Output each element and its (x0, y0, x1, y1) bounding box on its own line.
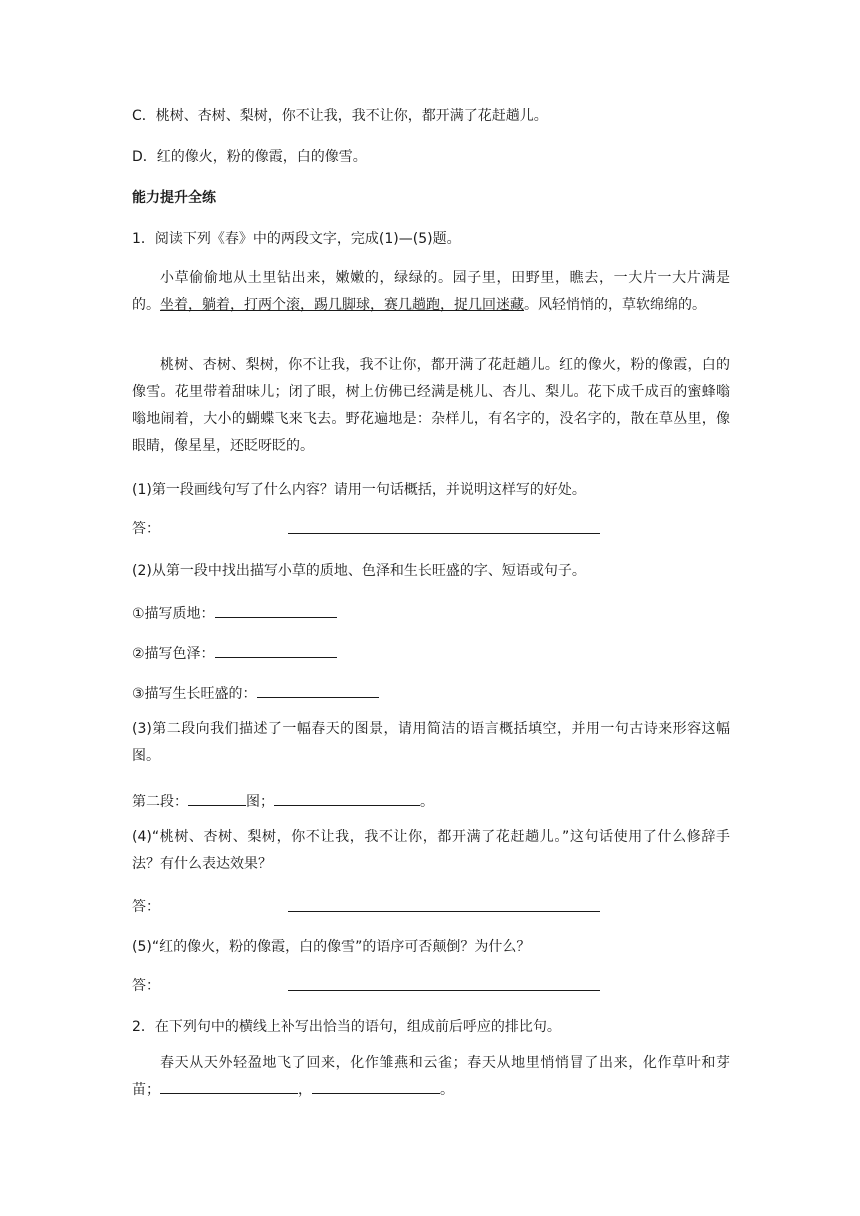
sub-question-5: (5)“红的像火，粉的像霞，白的像雪”的语序可否颠倒？为什么？ (132, 939, 531, 955)
sub-2-item-label: ②描写色泽： (132, 646, 215, 662)
passage-paragraph-1 (132, 265, 730, 319)
sub-2-item-texture (132, 602, 730, 624)
sub-2-item-color (132, 642, 730, 664)
answer-blank-4[interactable] (288, 911, 600, 912)
answer-blank-1[interactable] (288, 533, 600, 534)
sub-question-3: (3)第二段向我们描述了一幅春天的图景，请用简洁的语言概括填空，并用一句古诗来形容这幅图。 (132, 721, 730, 764)
question-2-title: 2．在下列句中的横线上补写出恰当的语句，组成前后呼应的排比句。 (132, 1019, 561, 1035)
blank-poem[interactable] (274, 790, 420, 806)
blank-q2-a[interactable] (160, 1078, 298, 1094)
answer-line-4 (132, 897, 730, 917)
fill-mid: 图； (246, 794, 274, 810)
sub-2-item-growth (132, 682, 730, 704)
option-c: C．桃树、杏树、梨树，你不让我，我不让你，都开满了花赶趟儿。 (132, 108, 548, 124)
sub-2-item-label: ③描写生长旺盛的： (132, 686, 257, 702)
q2-separator: ， (298, 1082, 312, 1098)
sub-question-4: (4)“桃树、杏树、梨树，你不让我，我不让你，都开满了花赶趟儿。”这句话使用了什么修辞手法？有什么表达效果？ (132, 829, 730, 872)
fill-suffix: 。 (420, 794, 434, 810)
answer-line-1 (132, 519, 730, 539)
passage-1-text-a: 小草偷偷地从土里钻出来，嫩嫩的，绿绿的。园子里，田野里，瞧去，一大片一大片满是的。 (132, 270, 730, 313)
sub-2-item-label: ①描写质地： (132, 606, 215, 622)
answer-label: 答： (132, 521, 160, 537)
section-title: 能力提升全练 (132, 190, 216, 206)
blank-growth[interactable] (257, 682, 379, 698)
sub-question-2: (2)从第一段中找出描写小草的质地、色泽和生长旺盛的字、短语或句子。 (132, 563, 586, 579)
underlined-sentence: 坐着，躺着，打两个滚，踢几脚球，赛几趟跑，捉几回迷藏 (160, 297, 524, 313)
blank-color[interactable] (215, 642, 337, 658)
blank-scene[interactable] (188, 790, 246, 806)
question-1-title: 1．阅读下列《春》中的两段文字，完成(1)—(5)题。 (132, 231, 461, 247)
answer-blank-5[interactable] (288, 990, 600, 991)
answer-label: 答： (132, 978, 160, 994)
q2-text: 春天从天外轻盈地飞了回来，化作雏燕和云雀；春天从地里悄悄冒了出来，化作草叶和芽苗； (132, 1055, 730, 1098)
sub-3-fill-line (132, 790, 730, 812)
passage-1-text-b: 。风轻悄悄的，草软绵绵的。 (524, 297, 706, 313)
answer-line-5 (132, 976, 730, 996)
blank-q2-b[interactable] (312, 1078, 440, 1094)
answer-label: 答： (132, 899, 160, 915)
q2-end: 。 (440, 1082, 454, 1098)
fill-prefix: 第二段： (132, 794, 188, 810)
blank-texture[interactable] (215, 602, 337, 618)
question-2-sentence (132, 1050, 730, 1104)
sub-question-1: (1)第一段画线句写了什么内容？请用一句话概括，并说明这样写的好处。 (132, 482, 586, 498)
passage-paragraph-2: 桃树、杏树、梨树，你不让我，我不让你，都开满了花赶趟儿。红的像火，粉的像霞，白的像雪。花里带着甜味儿；闭了眼，树上仿佛已经满是桃儿、杏儿、梨儿。花下成千成百的蜜蜂嗡嗡地闹着，大小的蝴蝶飞来飞去。野花遍地是：杂样儿，有名字的，没名字的，散在草丛里，像眼睛，像星星，还眨呀眨的。 (132, 357, 730, 454)
option-d: D．红的像火，粉的像霞，白的像雪。 (132, 149, 367, 165)
